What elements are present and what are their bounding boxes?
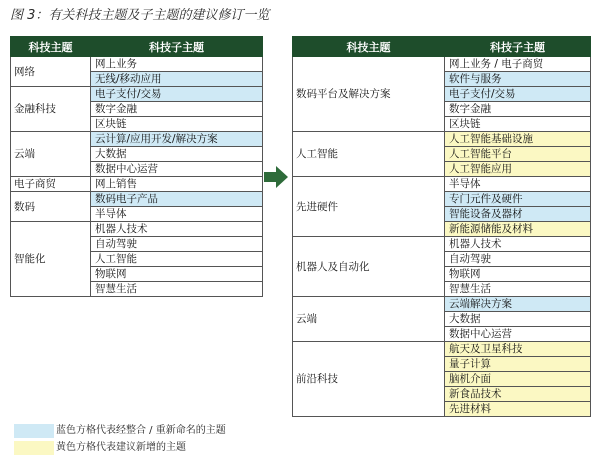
right-topic-cell: 机器人及自动化 xyxy=(293,237,445,297)
right-topic-cell: 云端 xyxy=(293,297,445,342)
left-topic-cell: 数码 xyxy=(11,192,91,222)
right-subtopic-cell: 专门元件及硬件 xyxy=(445,192,591,207)
right-subtopic-cell: 半导体 xyxy=(445,177,591,192)
right-subtopic-cell: 网上业务 / 电子商贸 xyxy=(445,57,591,72)
right-topic-header: 科技主题 xyxy=(293,37,445,57)
right-table-header-row xyxy=(293,37,591,57)
table-row xyxy=(11,222,263,237)
revised-topics-table xyxy=(292,36,591,417)
right-subtopic-cell: 软件与服务 xyxy=(445,72,591,87)
right-subtopic-cell: 人工智能应用 xyxy=(445,162,591,177)
legend-text-yellow: 黄色方格代表建议新增的主题 xyxy=(56,442,186,453)
right-subtopic-cell: 智能设备及器材 xyxy=(445,207,591,222)
right-subtopic-cell: 大数据 xyxy=(445,312,591,327)
right-subtopic-cell: 自动驾驶 xyxy=(445,252,591,267)
left-subtopic-cell: 数据中心运营 xyxy=(91,162,263,177)
right-subtopic-cell: 物联网 xyxy=(445,267,591,282)
left-subtopic-cell: 数字金融 xyxy=(91,102,263,117)
left-subtopic-cell: 区块链 xyxy=(91,117,263,132)
legend-text-blue: 蓝色方格代表经整合 / 重新命名的主题 xyxy=(56,425,226,436)
left-subtopic-cell: 物联网 xyxy=(91,267,263,282)
right-topic-cell: 数码平台及解决方案 xyxy=(293,57,445,132)
left-topic-cell: 网络 xyxy=(11,57,91,87)
left-subtopic-cell: 云计算/应用开发/解决方案 xyxy=(91,132,263,147)
table-row xyxy=(11,177,263,192)
table-row xyxy=(11,192,263,207)
legend-swatch-yellow xyxy=(14,441,54,455)
right-subtopic-cell: 新食品技术 xyxy=(445,387,591,402)
right-topic-cell: 先进硬件 xyxy=(293,177,445,237)
right-subtopic-cell: 人工智能基础设施 xyxy=(445,132,591,147)
left-subtopic-cell: 智慧生活 xyxy=(91,282,263,297)
left-subtopic-cell: 网上销售 xyxy=(91,177,263,192)
table-row xyxy=(293,297,591,312)
left-subtopic-header: 科技子主题 xyxy=(91,37,263,57)
left-topic-header: 科技主题 xyxy=(11,37,91,57)
right-subtopic-cell: 区块链 xyxy=(445,117,591,132)
right-table-body xyxy=(293,57,591,417)
left-subtopic-cell: 人工智能 xyxy=(91,252,263,267)
right-topic-cell: 前沿科技 xyxy=(293,342,445,417)
legend-swatch-blue xyxy=(14,424,54,438)
right-subtopic-cell: 机器人技术 xyxy=(445,237,591,252)
left-topic-cell: 金融科技 xyxy=(11,87,91,132)
table-row xyxy=(293,237,591,252)
table-row xyxy=(11,57,263,72)
current-topics-table xyxy=(10,36,263,297)
right-subtopic-cell: 数据中心运营 xyxy=(445,327,591,342)
table-row xyxy=(11,132,263,147)
left-subtopic-cell: 半导体 xyxy=(91,207,263,222)
right-subtopic-cell: 航天及卫星科技 xyxy=(445,342,591,357)
left-subtopic-cell: 无线/移动应用 xyxy=(91,72,263,87)
right-subtopic-cell: 电子支付/交易 xyxy=(445,87,591,102)
left-table-header-row xyxy=(11,37,263,57)
right-subtopic-cell: 量子计算 xyxy=(445,357,591,372)
left-subtopic-cell: 数码电子产品 xyxy=(91,192,263,207)
table-row xyxy=(293,132,591,147)
left-topic-cell: 云端 xyxy=(11,132,91,177)
left-subtopic-cell: 大数据 xyxy=(91,147,263,162)
left-subtopic-cell: 自动驾驶 xyxy=(91,237,263,252)
table-row xyxy=(293,57,591,72)
left-subtopic-cell: 机器人技术 xyxy=(91,222,263,237)
right-subtopic-cell: 智慧生活 xyxy=(445,282,591,297)
right-subtopic-header: 科技子主题 xyxy=(445,37,591,57)
right-subtopic-cell: 新能源储能及材料 xyxy=(445,222,591,237)
left-topic-cell: 电子商贸 xyxy=(11,177,91,192)
table-row xyxy=(11,87,263,102)
right-subtopic-cell: 云端解决方案 xyxy=(445,297,591,312)
right-subtopic-cell: 脑机介面 xyxy=(445,372,591,387)
table-row xyxy=(293,177,591,192)
right-subtopic-cell: 先进材料 xyxy=(445,402,591,417)
right-topic-cell: 人工智能 xyxy=(293,132,445,177)
left-table-body xyxy=(11,57,263,297)
left-subtopic-cell: 电子支付/交易 xyxy=(91,87,263,102)
arrow-right-icon xyxy=(264,166,288,188)
figure-title: 图 3：有关科技主题及子主题的建议修订一览 xyxy=(10,8,270,23)
left-subtopic-cell: 网上业务 xyxy=(91,57,263,72)
right-subtopic-cell: 数字金融 xyxy=(445,102,591,117)
table-row xyxy=(293,342,591,357)
right-subtopic-cell: 人工智能平台 xyxy=(445,147,591,162)
left-topic-cell: 智能化 xyxy=(11,222,91,297)
